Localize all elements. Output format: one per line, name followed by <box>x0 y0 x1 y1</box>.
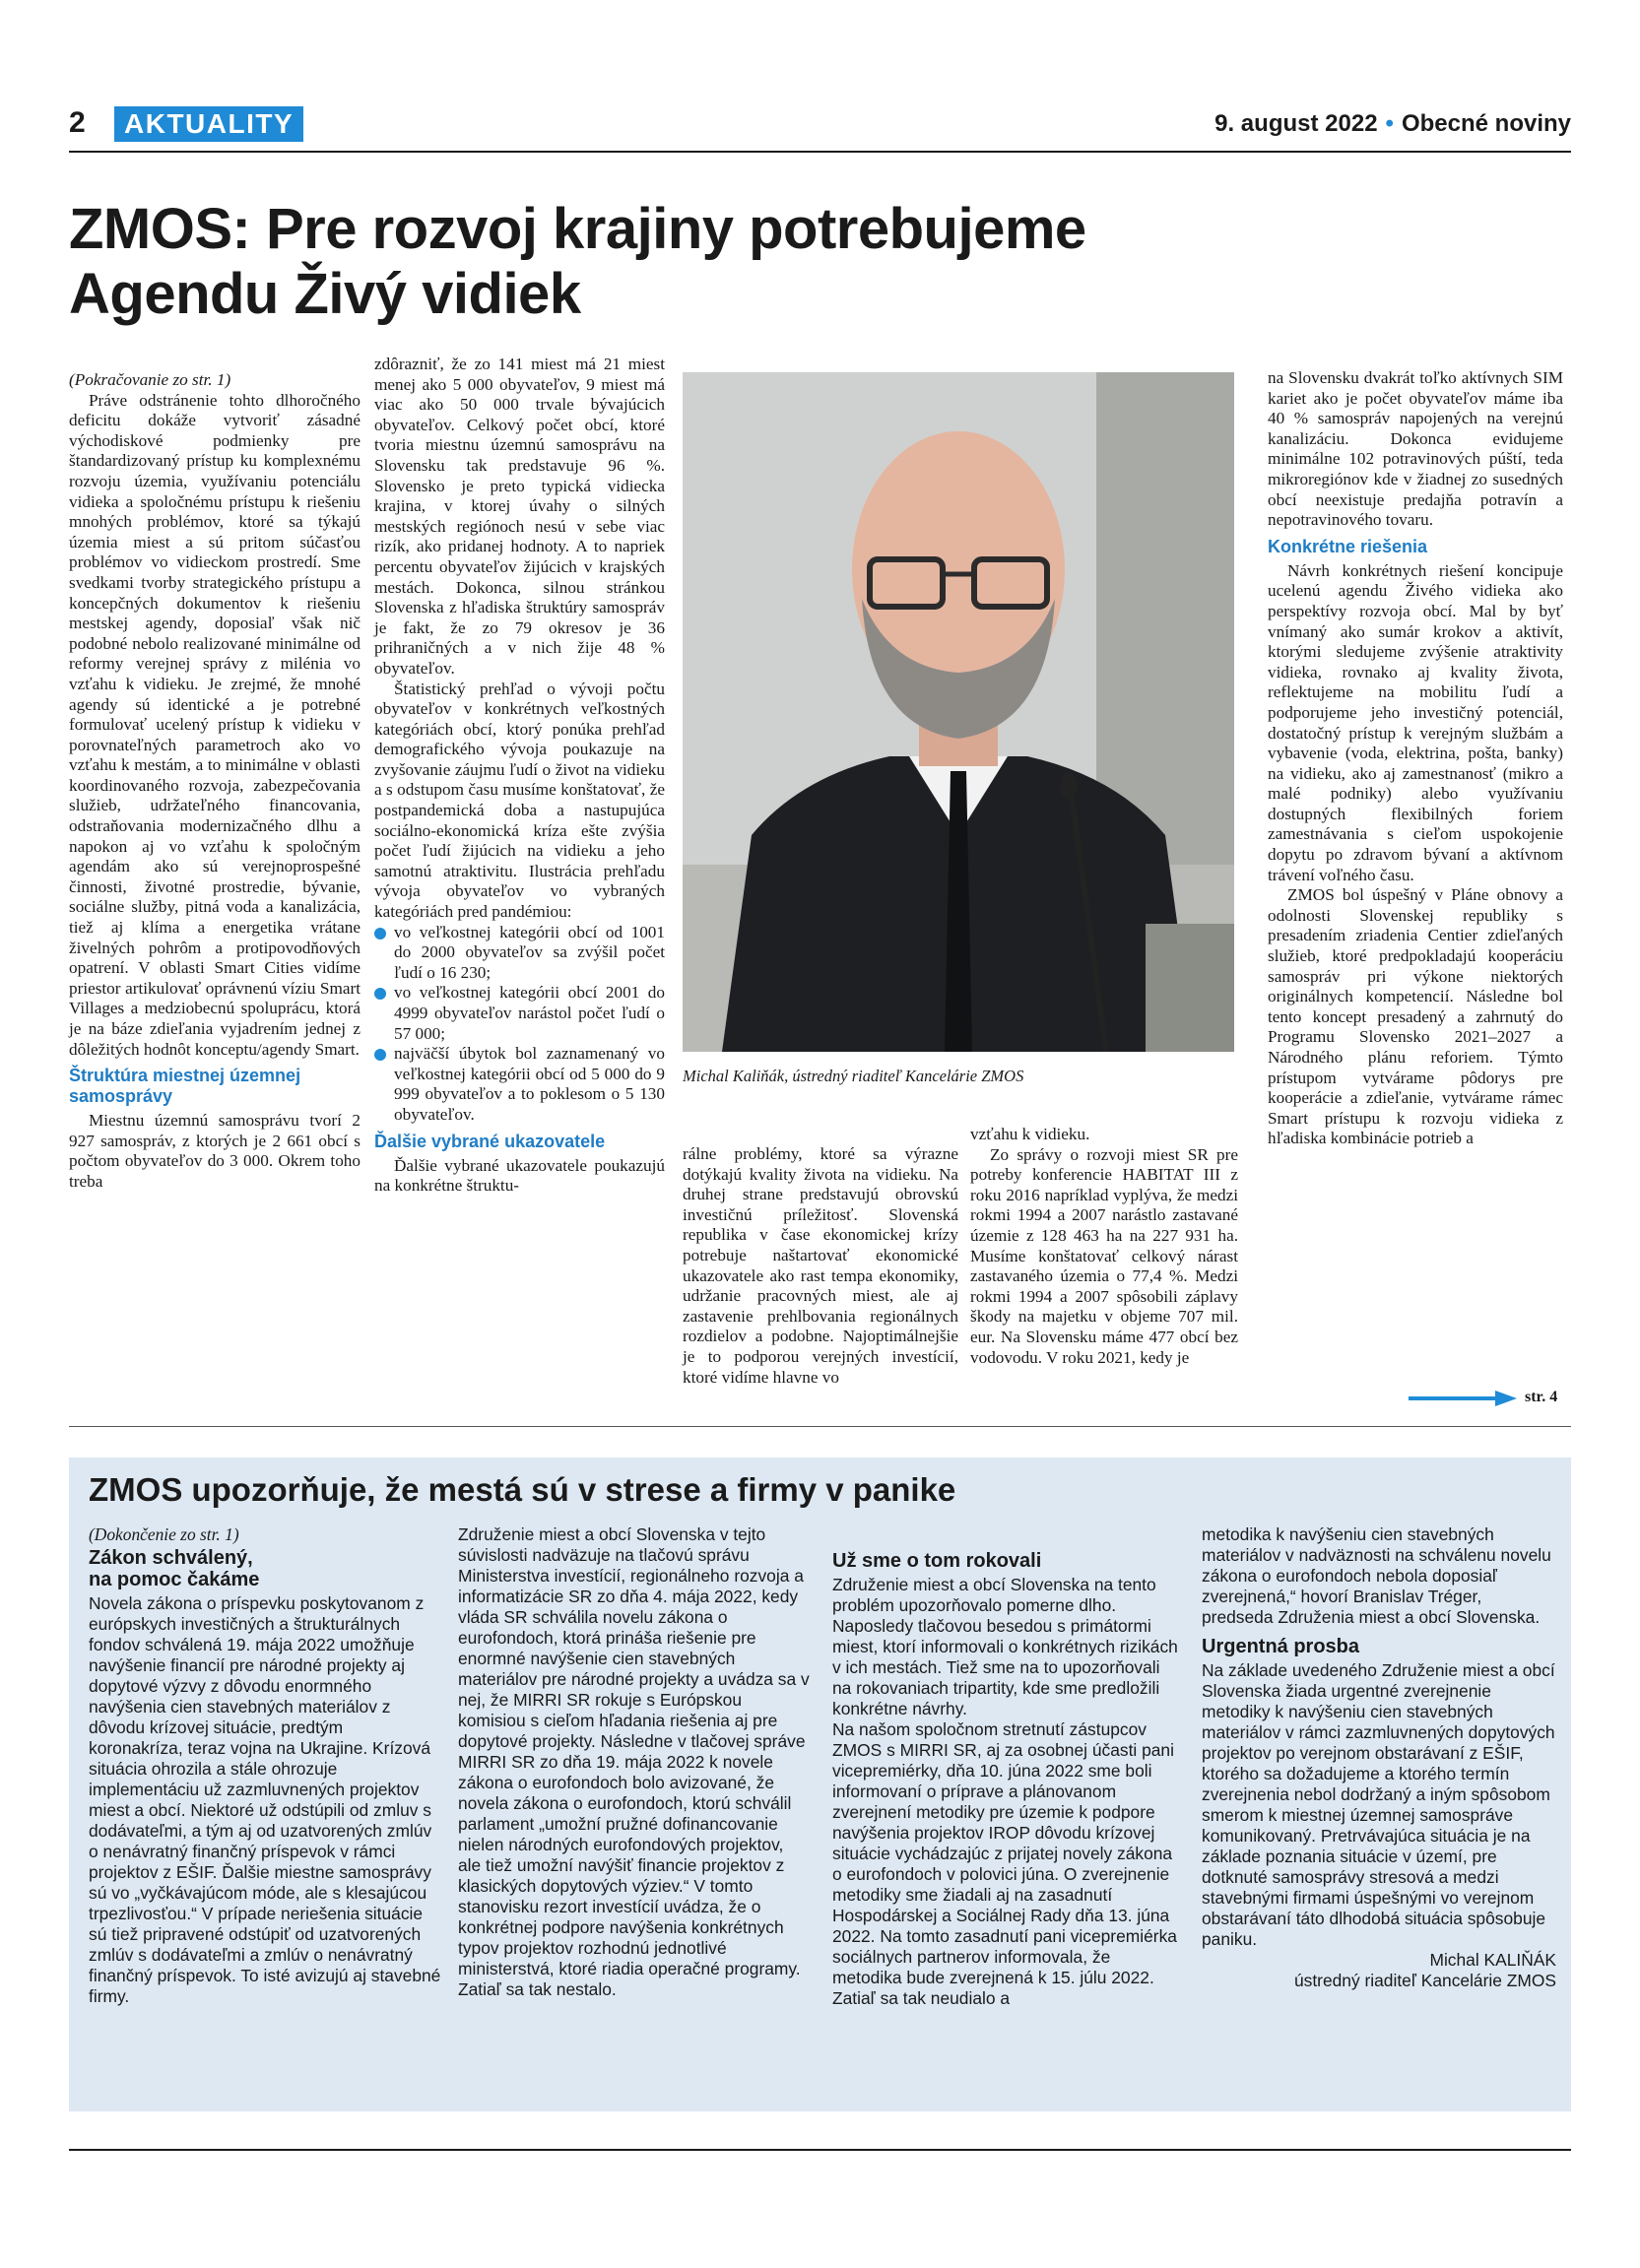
article-column-2 <box>374 355 665 1197</box>
headline-line-2: Agendu Živý vidiek <box>69 262 581 326</box>
portrait-photo <box>683 372 1234 1052</box>
paragraph: Ďalšie vybrané ukazovatele poukazujú na konkrétne štruktu- <box>374 1155 665 1196</box>
paragraph: ZMOS bol úspešný v Pláne obnovy a odolnosti Slovenskej republiky s presadením zriadenia Centier zdieľaných služieb, ktoré predpokladajú kooperáciu samospráv pri výkone niektorých originálnych kompetencií. Následne bol tento koncept presadený a zahrnutý do Programu Slovensko 2021–2027 a Národného plánu reforiem. Týmto prístupom vytvárame pôdorys pre kooperácie a zdieľanie, vytvárame rámec Smart prístupu k rozvoju vidieka z hľadiska kombinácie potrieb a <box>1268 885 1563 1148</box>
page-number: 2 <box>69 106 86 139</box>
paragraph: Štatistický prehľad o vývoji počtu obyvateľov v konkrétnych veľkostných kategóriách obcí, ktorý ponúka prehľad demografického vývoja poukazuje na zvyšovanie záujmu ľudí o život na vidieku a s odstupom času musíme konštatovať, že postpandemická doba a nastupujúca sociálno-ekonomická kríza ešte zvýšia počet ľudí žijúcich na vidieku a jeho samotnú atraktivitu. Ilustrácia prehľadu vývoja obyvateľov vo vybraných kategóriách pred pandémiou: <box>374 679 665 922</box>
article-column-3 <box>683 1144 958 1388</box>
box-column-1 <box>89 1524 441 2007</box>
paragraph: Návrh konkrétnych riešení koncipuje ucelenú agendu Živého vidieka ako perspektívy rozvoja obcí. Mal by byť vnímaný ako sumár krokov a aktivít, ktorými sledujeme zvýšenie atraktivity vidieka, rovnako aj kvality života, reflektujeme na mobilitu ľudí a podporujeme jeho investičný potenciál, dostatočný prístup k verejným službám a vybavenie (voda, elektrina, pošta, banky) na vidieku, ako aj zamestnanosť (mikro a malé podniky) alebo využívaniu dostupných flexibilných foriem zamestnávania s cieľom uspokojenie dopytu po zdravom bývaní a aktívnom trávení voľného času. <box>1268 560 1563 884</box>
issue-date: 9. august 2022 <box>1214 110 1378 137</box>
paragraph: zdôrazniť, že zo 141 miest má 21 miest menej ako 5 000 obyvateľov, 9 miest má viac ako 50 000 trvale bývajúcich obyvateľov. Celkový počet obcí, ktoré tvoria miestnu územnú samosprávu na Slovensku tak predstavuje 96 %. Slovensko je preto typická vidiecka krajina, v ktorej úvahy o silných mestských regiónoch nesú v sebe viac rizík, ako pridanej hodnoty. A to napriek percentu obyvateľov žijúcich v krajských mestách. Dokonca, silnou stránkou Slovenska z hľadiska štruktúry samospráv je fakt, že zo 79 okresov je 36 prihraničných a v nich žije 48 % obyvateľov. <box>374 355 665 678</box>
box-subhead <box>89 1547 441 1590</box>
headline-line-1: ZMOS: Pre rozvoj krajiny potrebujeme <box>69 197 1086 261</box>
paragraph: vzťahu k vidieku. <box>970 1125 1090 1143</box>
signature-name: Michal KALIŇÁK <box>1429 1950 1556 1970</box>
portrait-illustration <box>683 372 1234 1052</box>
paragraph: Združenie miest a obcí Slovenska na tento problém upozorňovalo pomerne dlho. Naposledy tlačovou besedou s primátormi miest, ktorí informovali o konkrétnych rizikách v ich mestách. Tiež sme na to upozorňovali na rokovaniach tripartity, kde sme predložili konkrétne návrhy. <box>832 1575 1178 1718</box>
issue-info <box>1214 110 1571 138</box>
box-subhead-line-1: Zákon schválený, <box>89 1547 253 1569</box>
bullet-item: vo veľkostnej kategórii obcí 2001 do 4999 obyvateľov narástol počet ľudí o 57 000; <box>374 983 665 1044</box>
paragraph: Zo správy o rozvoji miest SR pre potreby konferencie HABITAT III z roku 2016 napríklad vyplýva, že medzi rokmi 1994 a 2007 narástlo zastavané územie z 128 463 ha na 227 931 ha. Musíme konštatovať celkový nárast zastavaného územia o 77,4 %. Medzi rokmi 1994 a 2007 spôsobili záplavy škody na majetku v objeme 707 mil. eur. Na Slovensku máme 477 obcí bez vodovodu. V roku 2021, kedy je <box>970 1144 1238 1367</box>
article-headline <box>69 197 1251 327</box>
box-column-2 <box>458 1524 811 2000</box>
subhead-structure: Štruktúra miestnej územnej samosprávy <box>69 1066 301 1107</box>
box-column-4 <box>1202 1524 1556 1991</box>
box-subhead-line-2: na pomoc čakáme <box>89 1569 260 1590</box>
bullet-item: vo veľkostnej kategórii obcí od 1001 do 2000 obyvateľov sa zvýšil počet ľudí o 16 230; <box>374 923 665 984</box>
bottom-rule <box>69 2149 1571 2151</box>
paragraph: Združenie miest a obcí Slovenska v tejto súvislosti nadväzuje na tlačovú správu Ministerstva investícií, regionálneho rozvoja a informatizácie SR zo dňa 4. mája 2022, kedy vláda SR schválila novelu zákona o eurofondoch, ktorá prináša riešenie pre enormné navýšenie cien stavebných materiálov pre národné projekty a uvádza sa v nej, že MIRRI SR rokuje s Európskou komisiou s cieľom hľadania riešenia aj pre dopytové projekty. Následne v tlačovej správe MIRRI SR zo dňa 19. mája 2022 k novele zákona o eurofondoch bolo avizované, že novela zákona o eurofondoch, ktorú schválil parlament „umožní pružné dofinancovanie nielen národných eurofondových projektov, ale tiež umožní navýšiť financie projektov z klasických dopytových výziev.“ V tomto stanovisku rezort investícií uvádza, že o konkrétnej podpore navýšenia konkrétnych typov projektov rozhodnú jednotlivé ministerstvá, ktoré riadia operačné programy. Zatiaľ sa tak nestalo. <box>458 1524 810 1999</box>
paragraph: na Slovensku dvakrát toľko aktívnych SIM kariet ako je počet obyvateľov máme iba 40 % samospráv napojených na verejnú kanalizáciu. Dokonca evidujeme minimálne 102 potravinových púští, teda mikroregiónov kde v žiadnej zo susedných obcí neexistuje predajňa potravín a nepotravinového tovaru. <box>1268 368 1563 530</box>
bullet-item: najväčší úbytok bol zaznamenaný vo veľkostnej kategórii obcí od 5 000 do 9 999 obyvateľov a to poklesom o 5 130 obyvateľov. <box>374 1044 665 1125</box>
subhead-indicators: Ďalšie vybrané ukazovatele <box>374 1131 606 1151</box>
paragraph: Práve odstránenie tohto dlhoročného deficitu dokáže vytvoriť zásadné východiskové podmienky pre štandardizovaný prístup ku komplexnému rozvoju územia, využívaniu potenciálu vidieka a spoločnému prístupu k riešeniu mnohých problémov, ktoré sa týkajú územia miest a sú pritom súčasťou problémov vo vidieckom prostredí. Sme svedkami tvorby strategického prístupu a koncepčných dokumentov k riešeniu mestskej agendy, doposiaľ však nič podobné nebolo realizované minimálne od reformy verejnej správy z milénia vo vzťahu k vidieku. Je zrejmé, že mnohé agendy sú identické a je potrebné formulovať ucelený prístup k vidieku v porovnateľných parametroch ako vo vzťahu k mestám, a to minimálne v oblasti koordinovaného rozvoja, zabezpečovania služieb, udržateľného financovania, odstraňovania modernizačného dlhu a napokon aj vo vzťahu k spoločným agendám ako sú verejnoprospešné činnosti, životné prostredie, bývanie, sociálne služby, pitná voda a kanalizácia, tiež aj klíma a energetika vrátane živelných pohrôm a protipovodňových opatrení. V oblasti Smart Cities vidíme priestor artikulovať oprávnenú víziu Smart Villages a medziobecnú spoluprácu, ktorá je na báze zdieľania vyjadrením jednej z dôležitých hodnôt konceptu/agendy Smart. <box>69 390 361 1059</box>
subhead-solutions: Konkrétne riešenia <box>1268 536 1428 556</box>
page-header <box>69 106 1571 144</box>
paragraph: Miestnu územnú samosprávu tvorí 2 927 samospráv, z ktorých je 2 661 obcí s počtom obyvateľov do 3 000. Okrem toho treba <box>69 1111 361 1191</box>
paragraph: rálne problémy, ktoré sa výrazne dotýkajú kvality života na vidieku. Na druhej strane predstavujú obrovskú investičnú príležitosť. Slovenská republika v čase ekonomickej krízy potrebuje naštartovať ekonomické ukazovatele ako rast tempa ekonomiky, udržanie pracovných miest, ale aj zastavenie prehlbovania regionálnych rozdielov a podobne. Najoptimálnejšie je to podporou verejných investícií, ktoré vidíme hlavne vo <box>683 1144 958 1387</box>
signature-title: ústredný riaditeľ Kancelárie ZMOS <box>1293 1971 1556 1990</box>
photo-caption: Michal Kaliňák, ústredný riaditeľ Kancelárie ZMOS <box>683 1067 1024 1085</box>
paragraph: Na našom spoločnom stretnutí zástupcov ZMOS s MIRRI SR, aj za osobnej účasti pani vicepremiérky, dňa 10. júna 2022 sme boli informovaní o príprave a plánovanom zverejnení metodiky pre územie k podpore navýšenia projektov IROP dôvodu krízovej situácie vychádzajúc z prijatej novely zákona o eurofondoch v polovici júna. O zverejnenie metodiky sme žiadali aj na zasadnutí Hospodárskej a Sociálnej Rady dňa 13. júna 2022. Na tomto zasadnutí pani vicepremiérka sociálnych partnerov informovala, že metodika bude zverejnená k 15. júlu 2022. Zatiaľ sa tak neudialo a <box>832 1719 1177 2008</box>
continue-arrow-icon <box>1409 1391 1517 1406</box>
article-column-4 <box>970 1125 1238 1368</box>
article-column-5 <box>1268 368 1563 1149</box>
paragraph: Na základe uvedeného Združenie miest a obcí Slovenska žiada urgentné zverejnenie metodiky k navýšeniu cien stavebných materiálov v rámci zazmluvnených dopytových projektov po verejnom obstarávaní z EŠIF, ktorého sa dožadujeme a ktorého termín zverejnenia nebol dodržaný a iným spôsobom smerom k miestnej územnej samospráve komunikovaný. Pretrvávajúca situácia je na základe poznania situácie v území, pre dotknuté samosprávy stresová a medzi stavebnými firmami úspešnými vo verejnom obstarávaní táto dlhodobá situácia spôsobuje paniku. <box>1202 1660 1555 1949</box>
box-column-3 <box>832 1548 1182 2009</box>
continue-page-label: str. 4 <box>1525 1389 1558 1405</box>
paragraph: metodika k navýšeniu cien stavebných materiálov v nadväznosti na schválenu novelu zákona o eurofondoch nebola doposiaľ zverejnená,“ hovorí Branislav Tréger, predseda Združenia miest a obcí Slovenska. <box>1202 1524 1551 1627</box>
box-headline: ZMOS upozorňuje, že mestá sú v strese a firmy v panike <box>89 1471 956 1508</box>
population-bullets <box>374 923 665 1126</box>
header-rule <box>69 151 1571 153</box>
paragraph: Novela zákona o príspevku poskytovanom z európskych investičných a štrukturálnych fondov schválená 19. mája 2022 umožňuje navýšenie financií pre národné projekty aj dopytové výzvy z dôvodu enormného navýšenia cien stavebných materiálov z dôvodu krízovej situácie, predtým koronakríza, teraz vojna na Ukrajine. Krízová situácia ohrozila a stále ohrozuje implementáciu už zazmluvnených projektov miest a obcí. Niektoré už odstúpili od zmluv s dodávateľmi, a tým aj od uzatvorených zmlúv o nenávratný finančný príspevok v rámci projektov z EŠIF. Ďalšie miestne samosprávy sú vo „vyčkávajúcom móde, ale s klesajúcou trpezlivosťou.“ V prípade neriešenia situácie sú tiež pripravené odstúpiť od uzatvorených zmlúv s dodávateľmi a zmlúv o nenávratný finančný príspevok. To isté avizujú aj stavebné firmy. <box>89 1593 441 2006</box>
article-column-1 <box>69 370 361 1193</box>
box-subhead: Už sme o tom rokovali <box>832 1550 1042 1572</box>
article-rule <box>69 1426 1571 1427</box>
sidebar-article-box <box>69 1458 1571 2111</box>
section-tag: AKTUALITY <box>114 106 303 142</box>
box-subhead: Urgentná prosba <box>1202 1636 1360 1657</box>
publication-name: Obecné noviny <box>1401 110 1571 137</box>
continued-note: (Pokračovanie zo str. 1) <box>69 370 231 389</box>
separator-dot: • <box>1385 110 1394 137</box>
continued-note: (Dokončenie zo str. 1) <box>89 1524 239 1544</box>
